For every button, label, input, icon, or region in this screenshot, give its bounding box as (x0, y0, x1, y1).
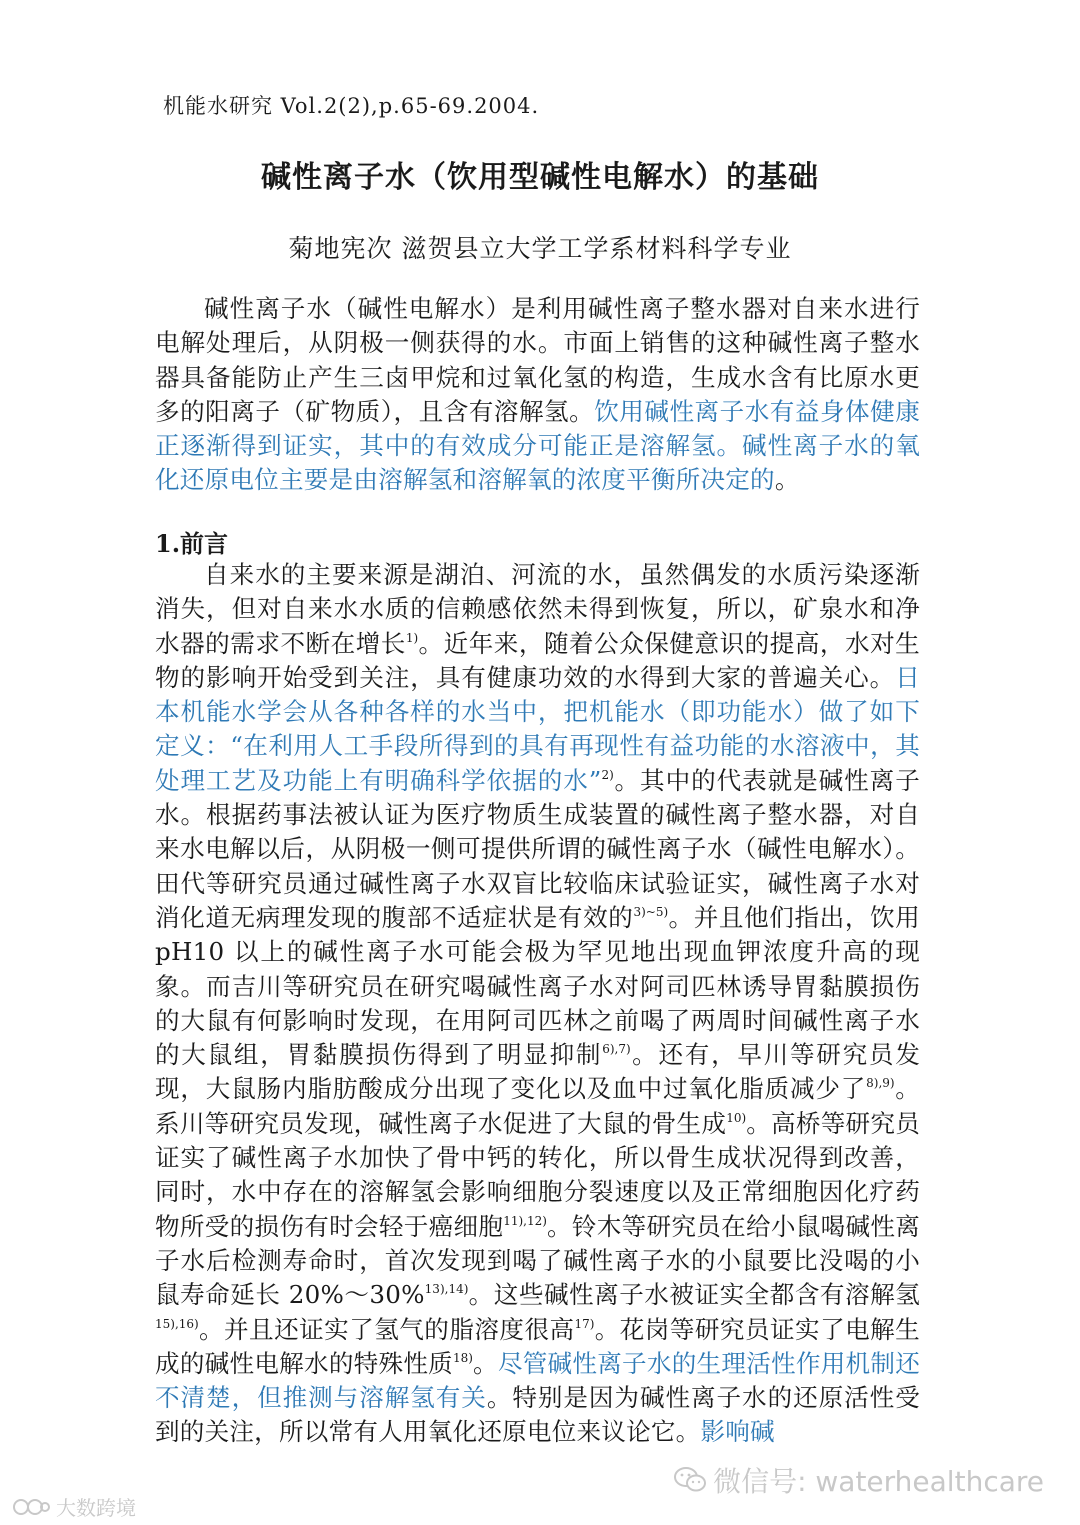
ref-marker: 1) (405, 630, 419, 645)
trailing-highlight: 影响碱 (700, 1417, 775, 1447)
wechat-id: 微信号: waterhealthcare (713, 1465, 1044, 1498)
ref-marker: 8),9) (866, 1076, 895, 1091)
ref-marker: 17) (574, 1316, 595, 1331)
logo-icon (12, 1496, 52, 1518)
journal-citation: 机能水研究 Vol.2(2),p.65-69.2004. (163, 94, 540, 118)
ref-marker: 18) (453, 1350, 473, 1365)
author-affiliation: 菊地宪次 滋贺县立大学工学系材料科学专业 (288, 234, 792, 263)
abstract-paragraph: 碱性离子水（碱性电解水）是利用碱性离子整水器对自来水进行电解处理后，从阴极一侧获得的水。市面上销售的这种碱性离子整水器具备能防止产生三卤甲烷和过氧化氢的构造，生成水含有比原水更多的阳离子（矿物质），且含有溶解氢。饮用碱性离子水有益身体健康正逐渐得到证实，其中的有效成分可能正是溶解氢。碱性离子水的氧化还原电位主要是由溶解氢和溶解氧的浓度平衡所决定的。 (155, 294, 920, 495)
ref-marker: 15),16) (155, 1316, 199, 1331)
logo-watermark (12, 1492, 136, 1521)
wechat-icon (673, 1466, 707, 1494)
logo-text: 大数跨境 (56, 1496, 136, 1520)
section-heading: 1.前言 (155, 529, 229, 558)
ref-marker: 13),14) (424, 1282, 469, 1297)
introduction-paragraph: 自来水的主要来源是湖泊、河流的水，虽然偶发的水质污染逐渐消失，但对自来水水质的信赖感依然未得到恢复，所以，矿泉水和净水器的需求不断在增长$^{1)}$。近年来，随着公众保健意识的提高，水对生物的影响开始受到关注，具有健康功效的水得到大家的普遍关心。日本机能水学会从各种各样的水当中，把机能水（即功能水）做了如下定义：“在利用人工手段所得到的具有再现性有益功能的水溶液中，其处理工艺及功能上有明确科学依据的水”$^{2)}$。其中的代表就是碱性离子水。根据药事法被认证为医疗物质生成装置的碱性离子整水器，对自来水电解以后，从阴极一侧可提供所谓的碱性离子水（碱性电解水）。田代等研究员通过碱性离子水双盲比较临床试验证实，碱性离子水对消化道无病理发现的腹部不适症状是有效的$^{3)\sim 5)}$。并且他们指出，饮用 pH10 以上的碱性离子水可能会极为罕见地出现血钾浓度升高的现象。而吉川等研究员在研究喝碱性离子水对阿司匹林诱导胃黏膜损伤的大鼠有何影响时发现，在用阿司匹林之前喝了两周时间碱性离子水的大鼠组，胃黏膜损伤得到了明显抑制$^{6),7)}$。还有，早川等研究员发现，大鼠肠内脂肪酸成分出现了变化以及血中过氧化脂质减少了$^{8),9)}$。系川等研究员发现，碱性离子水促进了大鼠的骨生成$^{10)}$。高桥等研究员证实了碱性离子水加快了骨中钙的转化，所以骨生成状况得到改善，同时，水中存在的溶解氢会影响细胞分裂速度以及正常细胞因化疗药物所受的损伤有时会轻于癌细胞$^{11),12)}$。铃木等研究员在给小鼠喝碱性离子水后检测寿命时，首次发现到喝了碱性离子水的小鼠要比没喝的小鼠寿命延长 20%～30%$^{13),14)}$。这些碱性离子水被证实全都含有溶解氢$^{15),16)}$。并且还证实了氢气的脂溶度很高$^{17)}$。花岗等研究员证实了电解生成的碱性电解水的特殊性质$^{18)}$。尽管碱性离子水的生理活性作用机制还不清楚，但推测与溶解氢有关。特别是因为碱性离子水的还原活性受到的关注，所以常有人用氧化还原电位来议论它。影响碱 (155, 560, 921, 1447)
ref-marker: 3)~5) (633, 904, 669, 919)
definition-highlight: 日本机能水学会从各种各样的水当中，把机能水（即功能水）做了如下定义：“在利用人工手段所得到的具有再现性有益功能的水溶液中，其处理工艺及功能上有明确科学依据的水” (155, 662, 920, 795)
ref-marker: 6),7) (602, 1042, 631, 1057)
mechanism-highlight: 尽管碱性离子水的生理活性作用机制还不清楚，但推测与溶解氢有关 (155, 1348, 921, 1413)
ref-marker: 2) (601, 767, 614, 782)
ref-marker: 10) (726, 1110, 747, 1125)
paper-title: 碱性离子水（饮用型碱性电解水）的基础 (261, 160, 819, 195)
ref-marker: 11),12) (503, 1213, 547, 1228)
wechat-watermark (673, 1460, 1044, 1500)
abstract-highlight: 饮用碱性离子水有益身体健康正逐渐得到证实，其中的有效成分可能正是溶解氢。碱性离子水的氧化还原电位主要是由溶解氢和溶解氧的浓度平衡所决定的 (155, 396, 920, 495)
